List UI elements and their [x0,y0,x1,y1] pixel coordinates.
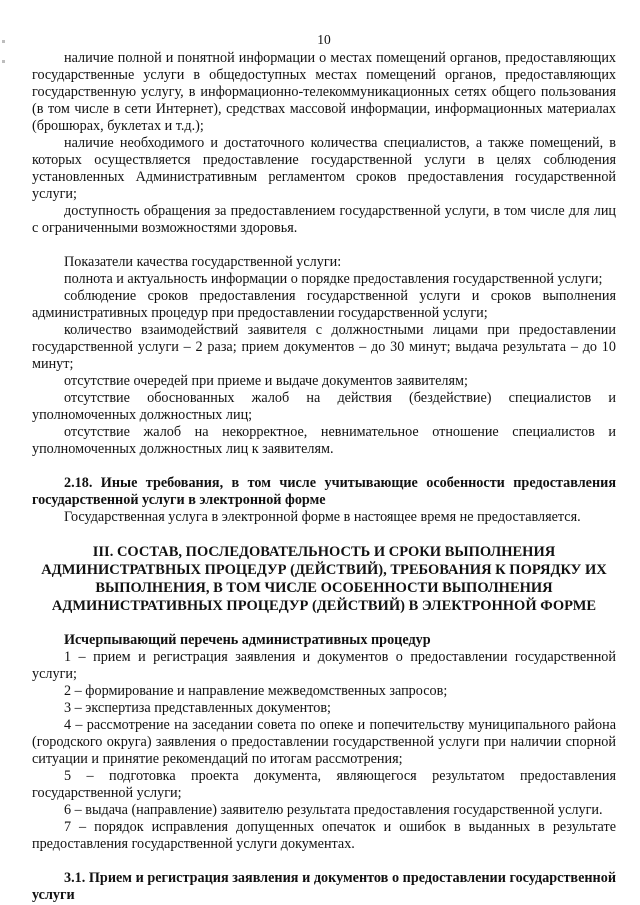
paragraph: отсутствие обоснованных жалоб на действия (бездействие) специалистов и уполномоченных должностных лиц; [32,390,616,423]
paragraph: соблюдение сроков предоставления государственной услуги и сроков выполнения административных процедур при предоставлении государственной услуги; [32,288,616,321]
paragraph: количество взаимодействий заявителя с должностными лицами при предоставлении государственной услуги – 2 раза; прием документов – до 30 минут; выдача результата – до 10 минут; [32,322,616,372]
paragraph: отсутствие очередей при приеме и выдаче документов заявителям; [64,373,468,389]
paragraph: Государственная услуга в электронной форме в настоящее время не предоставляется. [64,509,581,525]
list-item: 7 – порядок исправления допущенных опечаток и ошибок в выданных в результате предоставления государственной услуги документах. [32,819,616,852]
paragraph: отсутствие жалоб на некорректное, невнимательное отношение специалистов и уполномоченных должностных лиц к заявителям. [32,424,616,457]
scan-mark [2,40,5,43]
list-item: 3 – экспертиза представленных документов; [64,700,331,716]
list-item: 6 – выдача (направление) заявителю результата предоставления государственной услуги. [64,802,603,818]
chapter-heading-line: АДМИНИСТРАТИВНЫХ ПРОЦЕДУР (ДЕЙСТВИЙ) В ЭЛЕКТРОННОЙ ФОРМЕ [51,598,597,614]
paragraph: полнота и актуальность информации о порядке предоставления государственной услуги; [64,271,603,287]
list-item: 4 – рассмотрение на заседании совета по опеке и попечительству муниципального района (городского округа) заявления о предоставлении государственной услуги при наличии спорной ситуации и принятие рекомендаций по итогам рассмотрения; [32,717,616,767]
procedures-list-title: Исчерпывающий перечень административных процедур [64,632,431,648]
section-3-1-title: 3.1. Прием и регистрация заявления и документов о предоставлении государственной услуги [32,870,616,903]
list-item: 1 – прием и регистрация заявления и документов о предоставлении государственной услуги; [32,649,616,682]
chapter-heading-line: ВЫПОЛНЕНИЯ, В ТОМ ЧИСЛЕ ОСОБЕННОСТИ ВЫПОЛНЕНИЯ [95,580,553,596]
list-item: 5 – подготовка проекта документа, являющегося результатом предоставления государственной услуги; [32,768,616,801]
quality-indicators-title: Показатели качества государственной услуги: [64,254,342,270]
scan-mark [2,60,5,63]
paragraph: наличие полной и понятной информации о местах помещений органов, предоставляющих государственные услуги в общедоступных местах помещений органов, предоставляющих государственную услугу, в информационно-телекоммуникационных сетях общего пользования (в том числе в сети Интернет), средствах массовой информации, информационных материалах (брошюрах, буклетах и т.д.); [32,50,616,134]
paragraph: наличие необходимого и достаточного количества специалистов, а также помещений, в которых осуществляется предоставление государственной услуги в целях соблюдения установленных Административным регламентом сроков предоставления государственной услуги; [32,135,616,202]
document-page [32,32,616,904]
list-item: 2 – формирование и направление межведомственных запросов; [64,683,448,699]
paragraph: доступность обращения за предоставлением государственной услуги, в том числе для лиц с ограниченными возможностями здоровья. [32,203,616,236]
chapter-heading-line: III. СОСТАВ, ПОСЛЕДОВАТЕЛЬНОСТЬ И СРОКИ ВЫПОЛНЕНИЯ [92,544,556,560]
chapter-heading-line: АДМИНИСТРАТВНЫХ ПРОЦЕДУР (ДЕЙСТВИЙ), ТРЕБОВАНИЯ К ПОРЯДКУ ИХ [41,562,607,578]
page-number: 10 [317,32,331,47]
section-2-18-title: 2.18. Иные требования, в том числе учитывающие особенности предоставления государственной услуги в электронной форме [32,475,616,508]
chapter-heading [32,543,616,615]
